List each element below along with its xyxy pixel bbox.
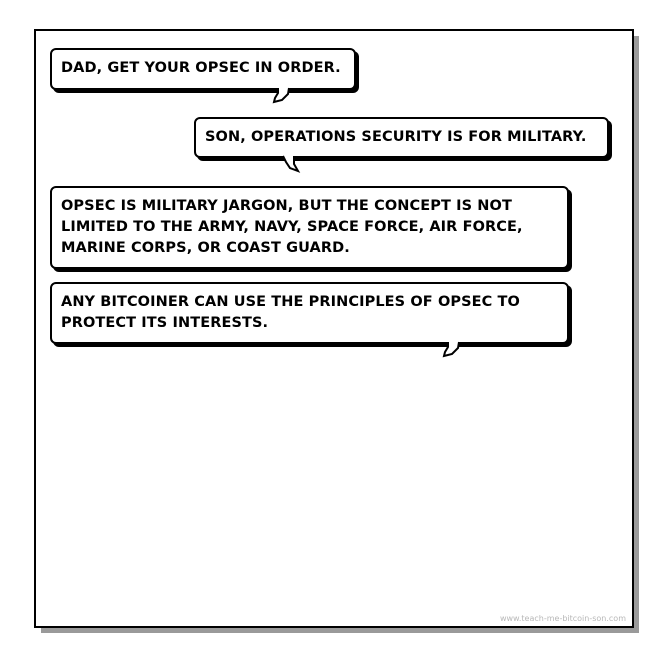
- comic-panel: [34, 29, 634, 628]
- speech-bubble-tail: [272, 86, 296, 106]
- speech-bubble-4: [50, 282, 569, 344]
- watermark-url: www.teach-me-bitcoin-son.com: [499, 614, 626, 623]
- speech-bubble-tail: [280, 154, 304, 176]
- speech-bubble-text: ANY BITCOINER CAN USE THE PRINCIPLES OF OPSEC TO PROTECT ITS INTERESTS.: [61, 294, 520, 331]
- speech-bubble-2: [194, 117, 609, 158]
- speech-bubble-text: DAD, GET YOUR OPSEC IN ORDER.: [61, 60, 341, 76]
- speech-bubble-3: [50, 186, 569, 269]
- speech-bubble-text: OPSEC IS MILITARY JARGON, BUT THE CONCEPT IS NOT LIMITED TO THE ARMY, NAVY, SPACE FORCE, AIR FORCE, MARINE CORPS, OR COAST GUARD.: [61, 198, 523, 256]
- speech-bubble-1: [50, 48, 356, 90]
- speech-bubble-tail: [440, 340, 464, 360]
- speech-bubble-text: SON, OPERATIONS SECURITY IS FOR MILITARY.: [205, 129, 587, 145]
